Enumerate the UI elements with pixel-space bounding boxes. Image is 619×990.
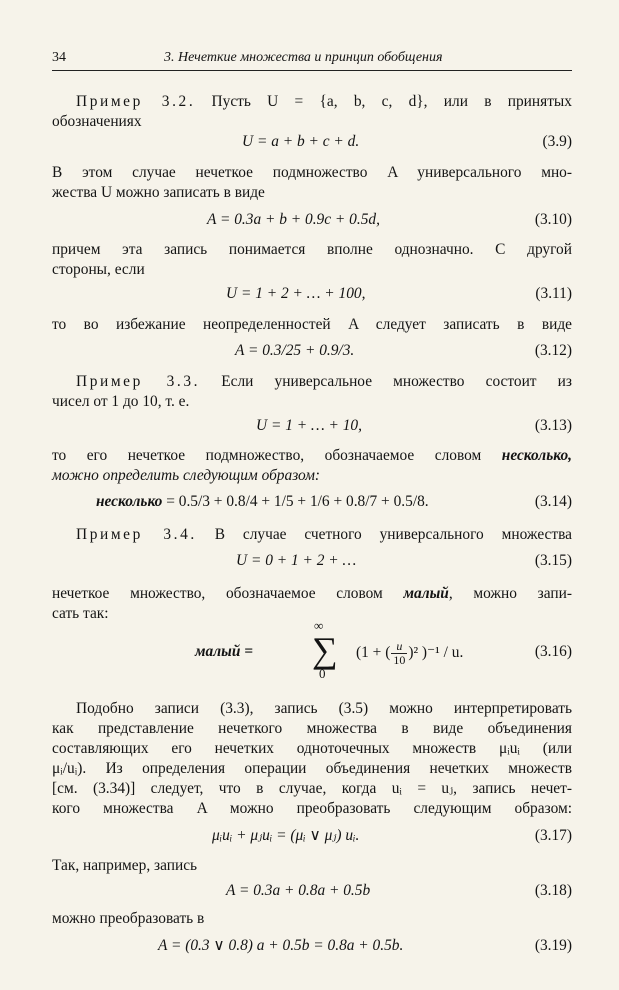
example-label: Пример 3.2.: [76, 93, 196, 110]
sum-lower-limit: 0: [319, 666, 326, 681]
example-3-3-line-1: [52, 372, 572, 392]
fraction-numerator: u: [391, 640, 407, 654]
paragraph-line: стороны, если: [52, 261, 145, 278]
paragraph-line: [52, 446, 572, 466]
equation-3-9: [52, 130, 572, 154]
equation-body: A = (0.3 ∨ 0.8) a + 0.5b = 0.8a + 0.5b.: [158, 937, 404, 954]
paragraph-line: сать так:: [52, 605, 109, 622]
equation-3-17: [52, 824, 572, 848]
text-run: то его нечеткое подмножество, обозначаемое словом: [52, 447, 502, 464]
example-text: В случае счетного универсального множества: [214, 526, 572, 543]
sum-term: [356, 636, 463, 670]
paragraph-line: причем эта запись понимается вполне однозначно. С другой: [52, 241, 572, 258]
equation-body: [96, 490, 429, 514]
equation-body: U = a + b + c + d.: [242, 133, 360, 150]
equation-body: U = 0 + 1 + 2 + …: [236, 552, 357, 569]
equation-3-14: [52, 490, 572, 514]
equation-number: (3.9): [542, 133, 572, 150]
paragraph-line: Подобно записи (3.3), запись (3.5) можно интерпретировать: [76, 700, 572, 717]
text-run: нечеткое множество, обозначаемое словом: [52, 585, 404, 602]
term-open: (1 + (: [356, 644, 391, 661]
paragraph-line: В этом случае нечеткое подмножество A универсального мно-: [52, 164, 572, 181]
equation-3-10: [52, 208, 572, 232]
paragraph-line: составляющих его нечетких одноточечных множеств μᵢuᵢ (или: [52, 740, 572, 757]
equation-3-16: [52, 618, 572, 688]
paragraph-line: [52, 584, 572, 604]
equation-lhs: малый =: [195, 643, 253, 660]
paragraph-line: [см. (3.34)] следует, что в случае, когда uᵢ = uⱼ, запись нечет-: [52, 780, 572, 797]
fraction-denominator: 10: [393, 652, 406, 667]
fraction: [391, 640, 407, 667]
paragraph-line: можно определить следующим образом:: [52, 467, 321, 484]
equation-number: (3.16): [534, 643, 572, 660]
paragraph-line: жества U можно записать в виде: [52, 184, 265, 201]
running-header: [52, 50, 572, 68]
paragraph-line: Так, например, запись: [52, 857, 198, 874]
sum-upper-limit: ∞: [314, 618, 324, 633]
example-label: Пример 3.3.: [76, 373, 201, 390]
equation-number: (3.15): [534, 552, 572, 569]
example-3-2-line-2: обозначениях: [52, 113, 142, 130]
example-label: Пример 3.4.: [76, 526, 197, 543]
example-text: Если универсальное множество состоит из: [221, 373, 572, 390]
example-3-3-line-2: чисел от 1 до 10, т. е.: [52, 393, 190, 410]
paragraph-line: как представление нечеткого множества в виде объединения: [52, 720, 572, 737]
equation-number: (3.12): [534, 342, 572, 359]
emphasized-word: малый: [403, 585, 449, 602]
page-number: 34: [52, 50, 66, 65]
equation-body: A = 0.3a + b + 0.9c + 0.5d,: [207, 211, 380, 228]
equation-lhs-word: несколько: [96, 493, 163, 510]
equation-number: (3.11): [535, 285, 572, 302]
equation-number: (3.17): [534, 827, 572, 844]
equation-3-15: [52, 549, 572, 573]
equation-3-13: [52, 414, 572, 438]
paragraph-line: μᵢ/uᵢ). Из определения операции объединения нечетких множеств: [52, 760, 572, 777]
term-close: )² )⁻¹ / u.: [408, 644, 464, 661]
chapter-title: 3. Нечеткие множества и принцип обобщения: [164, 50, 443, 65]
equation-body: μᵢuᵢ + μⱼuᵢ = (μᵢ ∨ μⱼ) uᵢ.: [212, 827, 360, 844]
sum-symbol: ∑: [312, 630, 338, 670]
paragraph-line: можно преобразовать в: [52, 910, 205, 927]
example-3-2-line-1: [52, 92, 572, 112]
equation-3-12: [52, 339, 572, 363]
equation-body: A = 0.3/25 + 0.9/3.: [235, 342, 355, 359]
equation-number: (3.13): [534, 417, 572, 434]
equation-number: (3.18): [534, 882, 572, 899]
header-rule: [52, 70, 572, 71]
equation-body: A = 0.3a + 0.8a + 0.5b: [226, 882, 371, 899]
equation-number: (3.14): [534, 493, 572, 510]
emphasized-word: несколько,: [501, 447, 572, 464]
example-text: Пусть U = {a, b, c, d}, или в принятых: [211, 93, 572, 110]
equation-3-18: [52, 879, 572, 903]
equation-3-19: [52, 934, 572, 958]
equation-3-11: [52, 282, 572, 306]
equation-body: U = 1 + … + 10,: [256, 417, 362, 434]
example-3-4-line-1: [52, 525, 572, 545]
paragraph-line: кого множества A можно преобразовать следующим образом:: [52, 800, 572, 817]
equation-number: (3.19): [534, 937, 572, 954]
equation-rhs: = 0.5/3 + 0.8/4 + 1/5 + 1/6 + 0.8/7 + 0.5/8.: [162, 493, 429, 510]
equation-body: U = 1 + 2 + … + 100,: [226, 285, 366, 302]
paragraph-line: то во избежание неопределенностей A следует записать в виде: [52, 316, 572, 333]
equation-number: (3.10): [534, 211, 572, 228]
text-run: , можно запи-: [448, 585, 572, 602]
